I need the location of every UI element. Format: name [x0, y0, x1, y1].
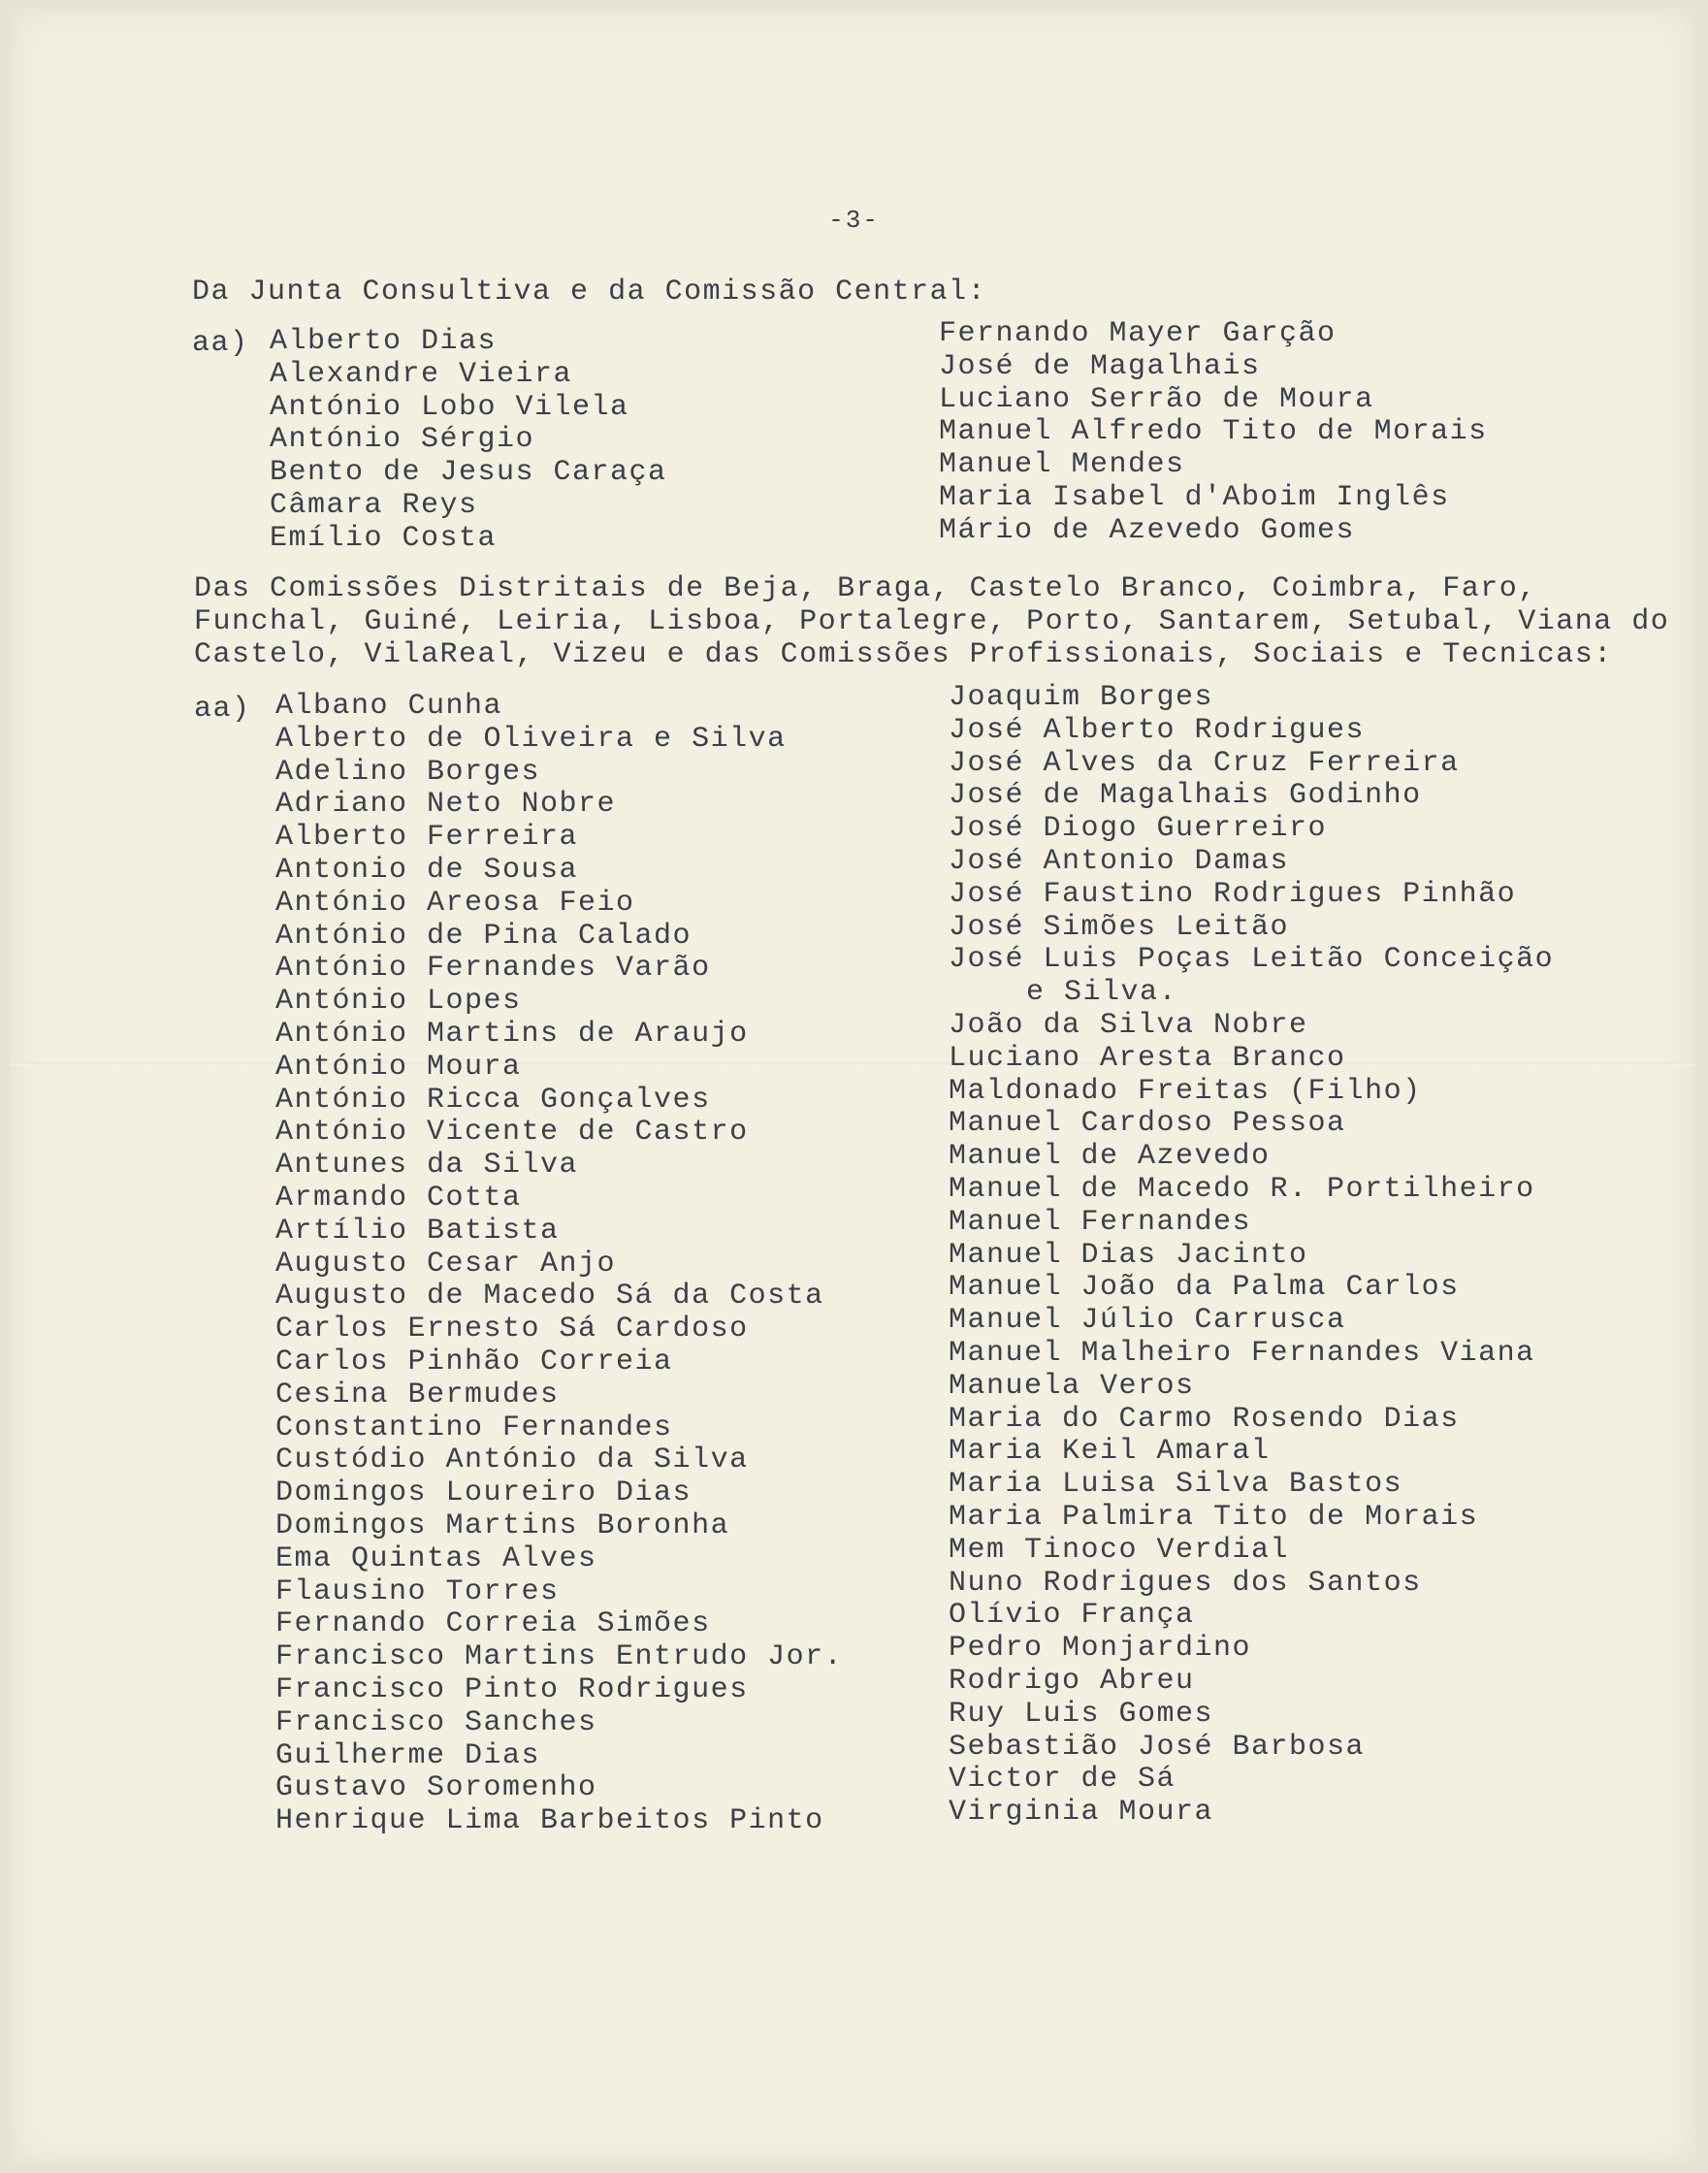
name-entry: Manuel Alfredo Tito de Morais [939, 415, 1488, 449]
section1-prefix: aa) [192, 327, 249, 360]
section2-left-list [275, 691, 843, 1838]
name-entry: Ruy Luis Gomes [949, 1697, 1214, 1731]
name-entry: Domingos Martins Boronha [275, 1508, 730, 1542]
name-entry: José de Magalhais Godinho [949, 779, 1422, 813]
name-entry: Alberto de Oliveira e Silva [275, 722, 787, 756]
name-entry: António Fernandes Varão [275, 952, 711, 986]
name-entry: Maria Isabel d'Aboim Inglês [939, 480, 1450, 514]
name-entry: Carlos Ernesto Sá Cardoso [275, 1313, 749, 1346]
name-entry: Adelino Borges [275, 755, 541, 789]
name-entry: Gustavo Soromenho [275, 1771, 597, 1805]
name-entry: Maria Keil Amaral [949, 1435, 1271, 1469]
name-entry: Maria do Carmo Rosendo Dias [949, 1402, 1460, 1436]
name-entry: Artílio Batista [275, 1214, 560, 1248]
name-entry: António Lopes [275, 985, 522, 1019]
name-entry: e Silva. [1026, 976, 1178, 1010]
name-entry: António de Pina Calado [275, 919, 693, 953]
section1-left-list [270, 326, 667, 556]
name-entry: Augusto de Macedo Sá da Costa [275, 1280, 824, 1314]
name-entry: José Antonio Damas [949, 844, 1290, 878]
section2-prefix: aa) [194, 693, 251, 726]
name-entry: Olívio França [949, 1599, 1195, 1633]
name-entry: José Simões Leitão [949, 910, 1290, 944]
name-entry: Manuel Mendes [939, 448, 1185, 482]
name-entry: José de Magalhais [939, 349, 1261, 383]
name-entry: Emílio Costa [270, 521, 498, 555]
name-entry: Rodrigo Abreu [949, 1664, 1195, 1698]
name-entry: Manuel Malheiro Fernandes Viana [949, 1336, 1535, 1370]
name-entry: Manuel Fernandes [949, 1205, 1252, 1239]
name-entry: Maldonado Freitas (Filho) [949, 1074, 1422, 1108]
name-entry: Alexandre Vieira [270, 357, 573, 391]
name-entry: Pedro Monjardino [949, 1632, 1252, 1666]
name-entry: Manuel Cardoso Pessoa [949, 1107, 1346, 1141]
name-entry: Custódio António da Silva [275, 1443, 749, 1477]
name-entry: Manuel Dias Jacinto [949, 1238, 1308, 1272]
name-entry: António Moura [275, 1050, 522, 1084]
name-entry: Alberto Ferreira [275, 821, 579, 855]
name-entry: Manuel João da Palma Carlos [949, 1271, 1460, 1305]
section1-right-list [939, 318, 1488, 548]
page-number: -3- [828, 206, 880, 235]
name-entry: Fernando Correia Simões [275, 1607, 711, 1641]
name-entry: Sebastião José Barbosa [949, 1730, 1366, 1764]
section2-heading-line-1: Das Comissões Distritais de Beja, Braga, Castelo Branco, Coimbra, Faro, [194, 572, 1537, 605]
name-entry: Francisco Pinto Rodrigues [275, 1672, 749, 1706]
name-entry: José Alberto Rodrigues [949, 713, 1366, 747]
name-entry: Albano Cunha [275, 690, 503, 723]
name-entry: José Faustino Rodrigues Pinhão [949, 877, 1517, 911]
name-entry: João da Silva Nobre [949, 1008, 1308, 1042]
name-entry: Guilherme Dias [275, 1738, 541, 1772]
section2-heading-line-2: Funchal, Guiné, Leiria, Lisboa, Portalegre, Porto, Santarem, Setubal, Viana do [194, 605, 1670, 638]
name-entry: Manuel de Azevedo [949, 1140, 1271, 1174]
name-entry: Maria Palmira Tito de Morais [949, 1500, 1479, 1534]
section2-right-list [949, 682, 1554, 1830]
name-entry: Domingos Loureiro Dias [275, 1476, 693, 1510]
name-entry: Victor de Sá [949, 1763, 1176, 1797]
name-entry: António Areosa Feio [275, 886, 635, 920]
name-entry: Alberto Dias [270, 325, 498, 358]
name-entry: Luciano Aresta Branco [949, 1041, 1346, 1075]
name-entry: Mário de Azevedo Gomes [939, 513, 1356, 547]
name-entry: Constantino Fernandes [275, 1411, 673, 1444]
name-entry: Maria Luisa Silva Bastos [949, 1468, 1403, 1502]
name-entry: Joaquim Borges [949, 681, 1214, 714]
name-entry: Luciano Serrão de Moura [939, 382, 1374, 416]
section2-heading-line-3: Castelo, VilaReal, Vizeu e das Comissões Profissionais, Sociais e Tecnicas: [194, 638, 1613, 671]
name-entry: Manuel de Macedo R. Portilheiro [949, 1172, 1535, 1206]
name-entry: Flausino Torres [275, 1574, 560, 1608]
name-entry: Virginia Moura [949, 1796, 1214, 1830]
name-entry: José Luis Poças Leitão Conceição [949, 943, 1555, 977]
name-entry: Adriano Neto Nobre [275, 788, 617, 822]
name-entry: Francisco Sanches [275, 1705, 597, 1739]
name-entry: Henrique Lima Barbeitos Pinto [275, 1804, 824, 1838]
name-entry: Câmara Reys [270, 488, 478, 522]
name-entry: Mem Tinoco Verdial [949, 1533, 1290, 1567]
name-entry: Armando Cotta [275, 1181, 522, 1215]
name-entry: Manuel Júlio Carrusca [949, 1304, 1346, 1338]
name-entry: António Vicente de Castro [275, 1116, 749, 1150]
name-entry: António Sérgio [270, 423, 535, 457]
name-entry: Francisco Martins Entrudo Jor. [275, 1640, 844, 1674]
name-entry: António Martins de Araujo [275, 1017, 749, 1051]
name-entry: Antunes da Silva [275, 1149, 579, 1183]
name-entry: Antonio de Sousa [275, 853, 579, 887]
name-entry: Cesina Bermudes [275, 1378, 560, 1411]
name-entry: Manuela Veros [949, 1369, 1195, 1403]
name-entry: António Lobo Vilela [270, 390, 629, 424]
name-entry: Bento de Jesus Caraça [270, 456, 667, 490]
name-entry: Ema Quintas Alves [275, 1541, 597, 1575]
name-entry: António Ricca Gonçalves [275, 1083, 711, 1117]
name-entry: Nuno Rodrigues dos Santos [949, 1566, 1422, 1600]
name-entry: Fernando Mayer Garção [939, 317, 1337, 350]
name-entry: José Diogo Guerreiro [949, 812, 1328, 846]
name-entry: Augusto Cesar Anjo [275, 1247, 617, 1281]
name-entry: José Alves da Cruz Ferreira [949, 746, 1460, 780]
section1-heading: Da Junta Consultiva e da Comissão Central: [192, 276, 987, 308]
name-entry: Carlos Pinhão Correia [275, 1345, 673, 1378]
